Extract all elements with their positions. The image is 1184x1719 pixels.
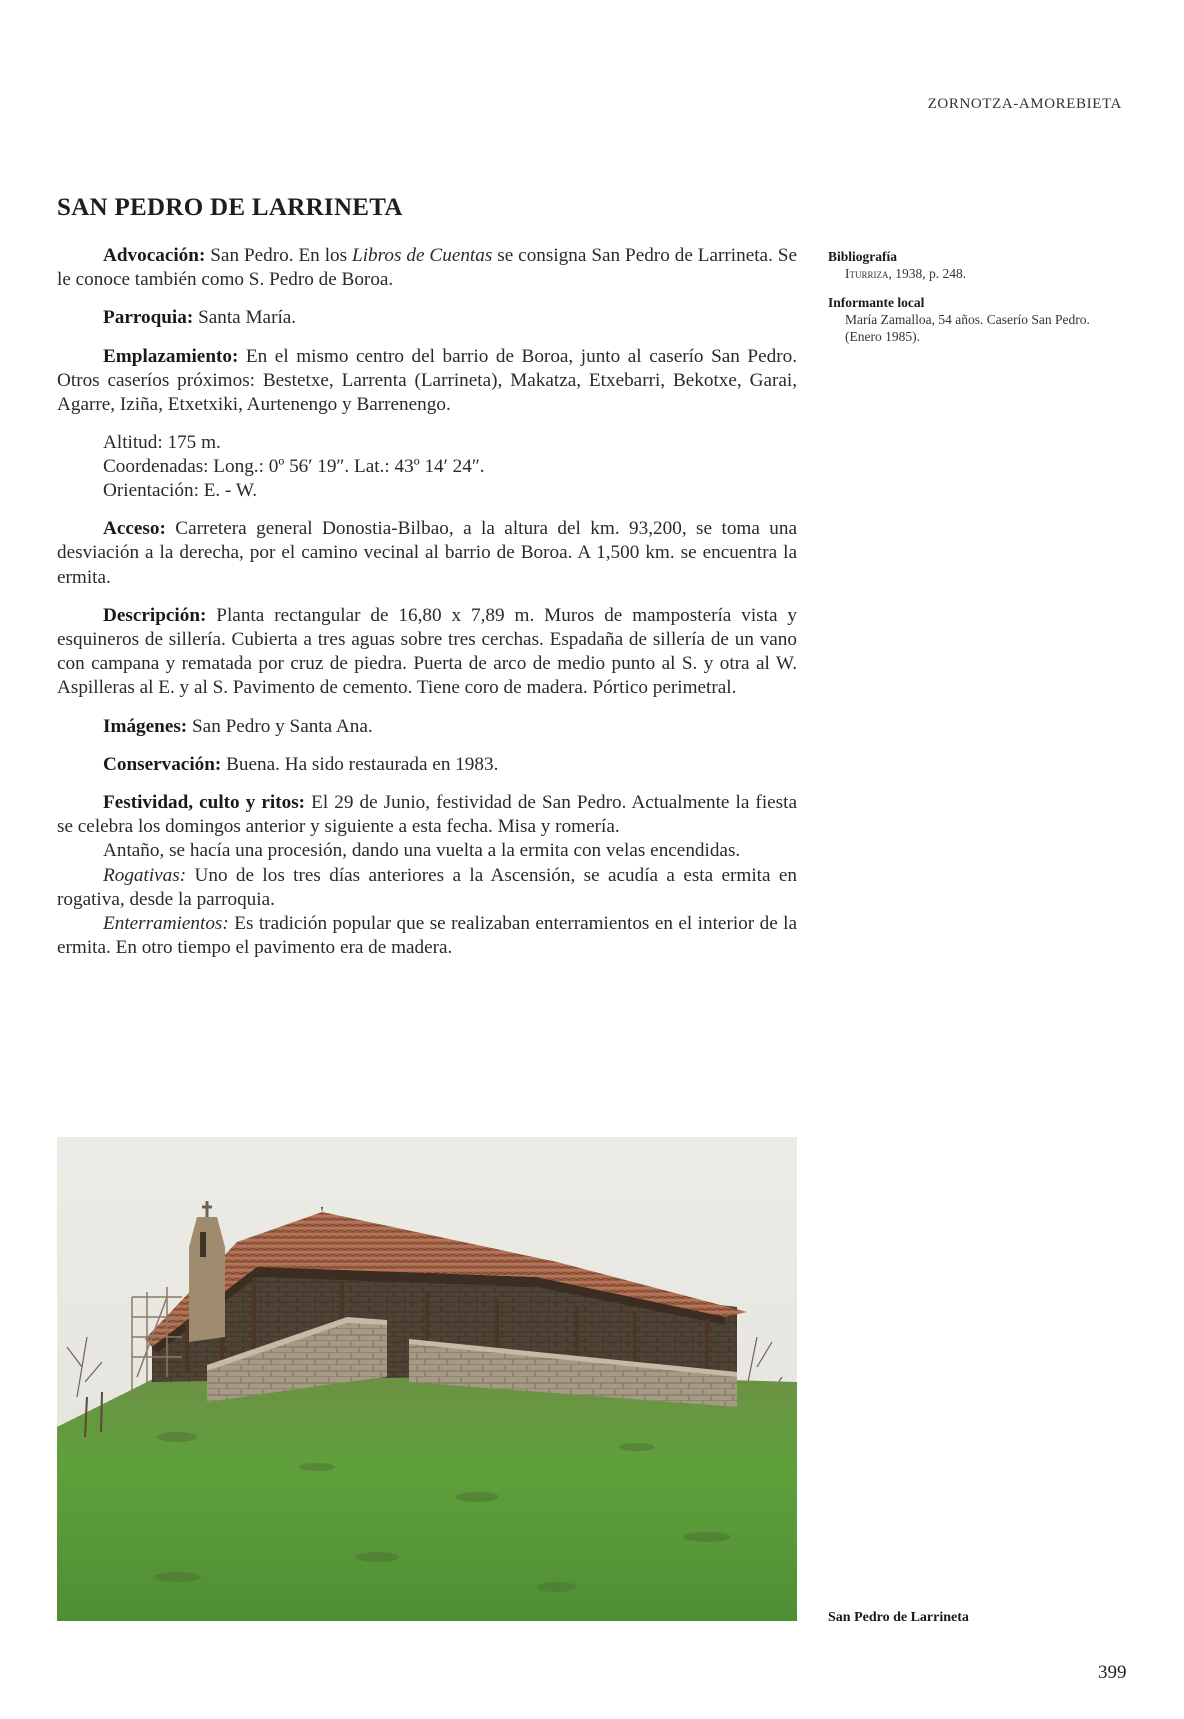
section-advocacion: [57, 244, 797, 292]
label-imagenes: Imágenes:: [103, 715, 188, 737]
sidebar-notes: [828, 248, 1128, 357]
bibliography-ref: , 1938, p. 248.: [888, 266, 967, 281]
orientation: Orientación: E. - W.: [103, 480, 257, 502]
label-parroquia: Parroquia:: [103, 307, 194, 329]
text-imagenes: San Pedro y Santa Ana.: [187, 715, 373, 737]
informant-text: María Zamalloa, 54 años. Caserío San Pedro. (Enero 1985).: [845, 312, 1090, 344]
location-data: [103, 431, 797, 503]
section-parroquia: [57, 306, 797, 330]
label-emplazamiento: Emplazamiento:: [103, 345, 239, 367]
section-acceso: [57, 517, 797, 590]
text-rogativas: Uno de los tres días anteriores a la Ascensión, se acudía a esta ermita en rogativa, desde la parroquia.: [57, 864, 797, 910]
main-text: [57, 244, 797, 960]
section-descripcion: [57, 604, 797, 701]
text-festividad: El 29 de Junio, festividad de San Pedro. Actualmente la fiesta se celebra los domingos anterior y siguiente a esta fecha. Misa y romería.: [57, 792, 797, 838]
section-conservacion: [57, 753, 797, 777]
label-enterramientos: Enterramientos:: [103, 913, 229, 935]
text-advocacion-b: se consigna San Pedro de Larrineta. Se le conoce también como S. Pedro de Boroa.: [57, 245, 797, 291]
label-conservacion: Conservación:: [103, 753, 222, 775]
bibliography-author: Iturriza: [845, 266, 889, 281]
bibliography: [828, 248, 1128, 282]
label-festividad: Festividad, culto y ritos:: [103, 792, 306, 814]
text-conservacion: Buena. Ha sido restaurada en 1983.: [221, 753, 499, 775]
text-advocacion-a: San Pedro. En los: [205, 245, 353, 266]
photo-caption: San Pedro de Larrineta: [828, 1610, 969, 1625]
text-acceso: Carretera general Donostia-Bilbao, a la altura del km. 93,200, se toma una desviación a la derecha, por el camino vecinal al barrio de Boroa. A 1,500 km. se encuentra la ermita.: [57, 518, 797, 588]
section-imagenes: [57, 715, 797, 739]
text-advocacion-italic: Libros de Cuentas: [352, 245, 493, 266]
informant-heading: Informante local: [828, 295, 925, 310]
text-enterramientos: Es tradición popular que se realizaban enterramientos en el interior de la ermita. En otro tiempo el pavimento era de madera.: [57, 913, 797, 959]
section-festividad: [57, 791, 797, 839]
coordinates: Coordenadas: Long.: 0º 56′ 19″. Lat.: 43º 14′ 24″.: [103, 456, 485, 478]
section-rogativas: [57, 864, 797, 912]
text-antano: Antaño, se hacía una procesión, dando una vuelta a la ermita con velas encendidas.: [103, 840, 741, 862]
text-emplazamiento: En el mismo centro del barrio de Boroa, junto al caserío San Pedro. Otros caseríos próximos: Bestetxe, Larrenta (Larrineta), Makatza, Etxebarri, Bekotxe, Garai, Agarre, Iziña, Etxetxiki, Aurtenengo y Barrenengo.: [57, 345, 797, 416]
page-number: 399: [1098, 1662, 1127, 1683]
section-enterramientos: [57, 912, 797, 960]
text-parroquia: Santa María.: [193, 307, 297, 329]
local-informant: [828, 294, 1128, 345]
section-emplazamiento: [57, 345, 797, 418]
hermitage-illustration: [57, 1137, 797, 1621]
text-descripcion: Planta rectangular de 16,80 x 7,89 m. Muros de mampostería vista y esquineros de sillería. Cubierta a tres aguas sobre tres cerchas. Espadaña de sillería de un vano con campana y rematada por cruz de piedra. Puerta de arco de medio punto al S. y otra al W. Aspilleras al E. y al S. Pavimento de cemento. Tiene coro de madera. Pórtico perimetral.: [57, 604, 797, 699]
hermitage-photo: [57, 1137, 797, 1621]
label-advocacion: Advocación:: [103, 245, 206, 266]
altitude: Altitud: 175 m.: [103, 432, 221, 454]
label-descripcion: Descripción:: [103, 604, 207, 626]
label-acceso: Acceso:: [103, 518, 166, 540]
page-title: SAN PEDRO DE LARRINETA: [57, 194, 403, 221]
bibliography-entry: [828, 265, 1128, 282]
bibliography-heading: Bibliografía: [828, 249, 898, 264]
label-rogativas: Rogativas:: [103, 864, 187, 886]
running-head: ZORNOTZA-AMOREBIETA: [927, 96, 1122, 112]
